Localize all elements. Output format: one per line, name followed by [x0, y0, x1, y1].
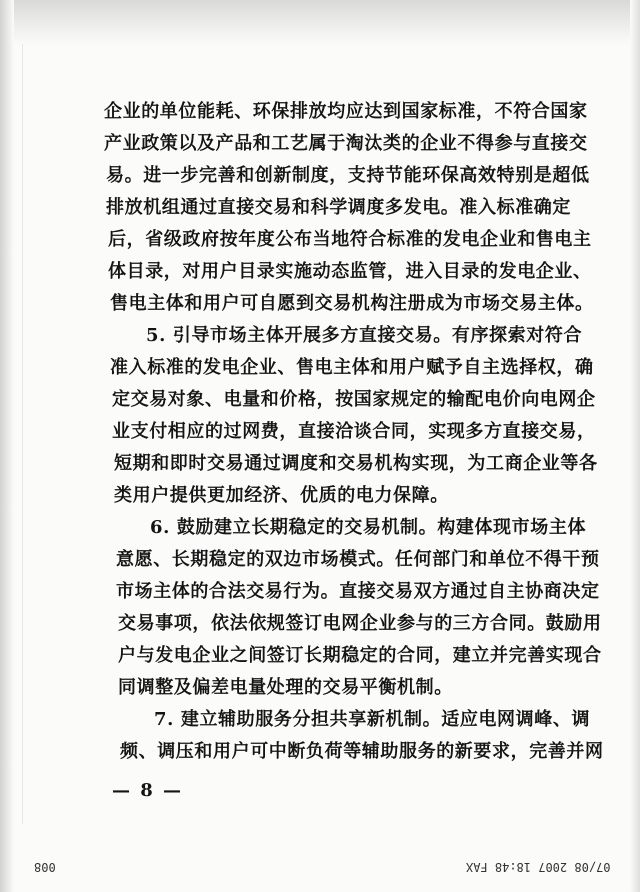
text-line: 售电主体和用户可自愿到交易机构注册成为市场交易主体。	[110, 293, 594, 314]
fax-timestamp: 07/08 2007 18:48 FAX	[466, 860, 611, 874]
text-line: 频、调压和用户可中断负荷等辅助服务的新要求，完善并网	[120, 741, 604, 762]
scan-artifact-line	[22, 44, 23, 824]
text-line: 体目录，对用户目录实施动态监管，进入目录的发电企业、	[108, 261, 592, 282]
text-line: 意愿、长期稳定的双边市场模式。任何部门和单位不得干预	[116, 549, 600, 570]
text-line: 户与发电企业之间签订长期稳定的合同，建立并完善实现合	[118, 645, 602, 666]
text-line: 产业政策以及产品和工艺属于淘汰类的企业不得参与直接交	[104, 133, 588, 154]
scan-shadow-left	[0, 0, 14, 892]
text-line: 类用户提供更加经济、优质的电力保障。	[114, 485, 449, 506]
scan-shadow-top	[0, 0, 640, 46]
scan-shadow-right	[630, 0, 640, 892]
text-line: 排放机组通过直接交易和科学调度多发电。准入标准确定	[106, 197, 571, 218]
text-line: 定交易对象、电量和价格，按国家规定的输配电价向电网企	[112, 389, 596, 410]
text-line: 市场主体的合法交易行为。直接交易双方通过自主协商决定	[116, 581, 600, 602]
paragraph-heading-6: 6. 鼓励建立长期稳定的交易机制。构建体现市场主体	[150, 517, 587, 538]
paragraph-heading-5: 5. 引导市场主体开展多方直接交易。有序探索对符合	[146, 325, 583, 346]
text-line: 企业的单位能耗、环保排放均应达到国家标准，不符合国家	[104, 101, 588, 122]
fax-page-code: 008	[34, 860, 56, 874]
text-line: 准入标准的发电企业、售电主体和用户赋予自主选择权，确	[110, 357, 594, 378]
text-line: 同调整及偏差电量处理的交易平衡机制。	[118, 677, 453, 698]
text-line: 业支付相应的过网费，直接洽谈合同，实现多方直接交易，	[112, 421, 596, 442]
page-number: — 8 —	[112, 780, 184, 801]
body-text	[104, 96, 604, 768]
text-line: 短期和即时交易通过调度和交易机构实现，为工商企业等各	[114, 453, 598, 474]
paragraph-heading-7: 7. 建立辅助服务分担共享新机制。适应电网调峰、调	[154, 709, 591, 730]
text-line: 后，省级政府按年度公布当地符合标准的发电企业和售电主	[108, 229, 592, 250]
text-line: 交易事项，依法依规签订电网企业参与的三方合同。鼓励用	[118, 613, 602, 634]
text-line: 易。进一步完善和创新制度，支持节能环保高效特别是超低	[106, 165, 590, 186]
